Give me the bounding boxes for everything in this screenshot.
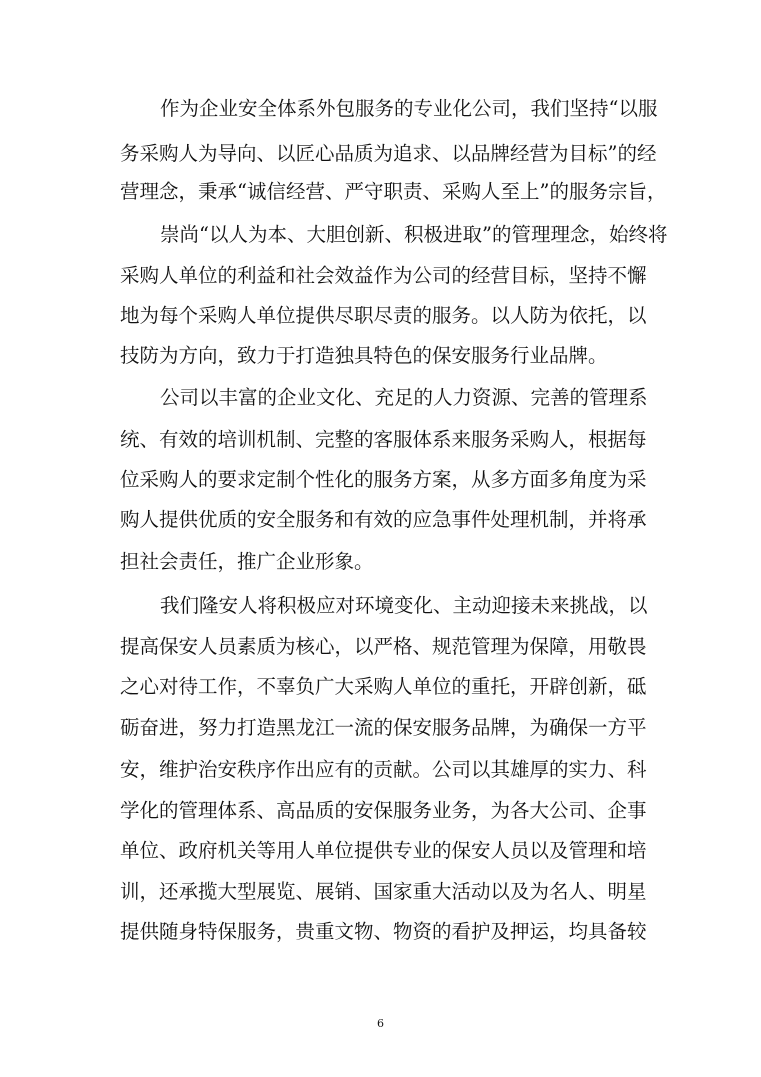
paragraph-4-line-1: 我们隆安人将积极应对环境变化、主动迎接未来挑战，以 <box>160 594 648 617</box>
paragraph-2-line-4: 技防为方向，致力于打造独具特色的保安服务行业品牌。 <box>120 344 608 367</box>
paragraph-4-line-9: 提供随身特保服务，贵重文物、物资的看护及押运，均具备较 <box>120 920 647 943</box>
paragraph-2-line-1: 崇尚“以人为本、大胆创新、积极进取”的管理理念，始终将 <box>160 223 668 246</box>
paragraph-4-line-2: 提高保安人员素质为核心，以严格、规范管理为保障，用敬畏 <box>120 635 647 658</box>
paragraph-4-line-3: 之心对待工作，不辜负广大采购人单位的重托，开辟创新，砥 <box>120 675 647 698</box>
paragraph-4-line-6: 学化的管理体系、高品质的安保服务业务，为各大公司、企事 <box>120 799 647 822</box>
paragraph-3-line-2: 统、有效的培训机制、完整的客服体系来服务采购人，根据每 <box>120 428 647 451</box>
paragraph-4-line-8: 训，还承揽大型展览、展销、国家重大活动以及为名人、明星 <box>120 880 647 903</box>
paragraph-1-line-2: 务采购人为导向、以匠心品质为追求、以品牌经营为目标”的经 <box>120 142 657 165</box>
paragraph-3-line-5: 担社会责任，推广企业形象。 <box>120 550 374 573</box>
paragraph-1-line-1: 作为企业安全体系外包服务的专业化公司，我们坚持“以服 <box>160 97 658 120</box>
paragraph-2-line-3: 地为每个采购人单位提供尽职尽责的服务。以人防为依托，以 <box>120 304 647 327</box>
paragraph-3-line-4: 购人提供优质的安全服务和有效的应急事件处理机制，并将承 <box>120 508 647 531</box>
paragraph-2-line-2: 采购人单位的利益和社会效益作为公司的经营目标，坚持不懈 <box>120 264 647 287</box>
paragraph-1-line-3: 营理念，秉承“诚信经营、严守职责、采购人至上”的服务宗旨， <box>120 180 667 203</box>
paragraph-4-line-4: 砺奋进，努力打造黑龙江一流的保安服务品牌，为确保一方平 <box>120 716 647 739</box>
paragraph-4-line-5: 安，维护治安秩序作出应有的贡献。公司以其雄厚的实力、科 <box>120 758 647 781</box>
paragraph-3-line-1: 公司以丰富的企业文化、充足的人力资源、完善的管理系 <box>160 386 648 409</box>
paragraph-4-line-7: 单位、政府机关等用人单位提供专业的保安人员以及管理和培 <box>120 839 647 862</box>
page-number: 6 <box>377 1017 384 1030</box>
paragraph-3-line-3: 位采购人的要求定制个性化的服务方案，从多方面多角度为采 <box>120 468 647 491</box>
